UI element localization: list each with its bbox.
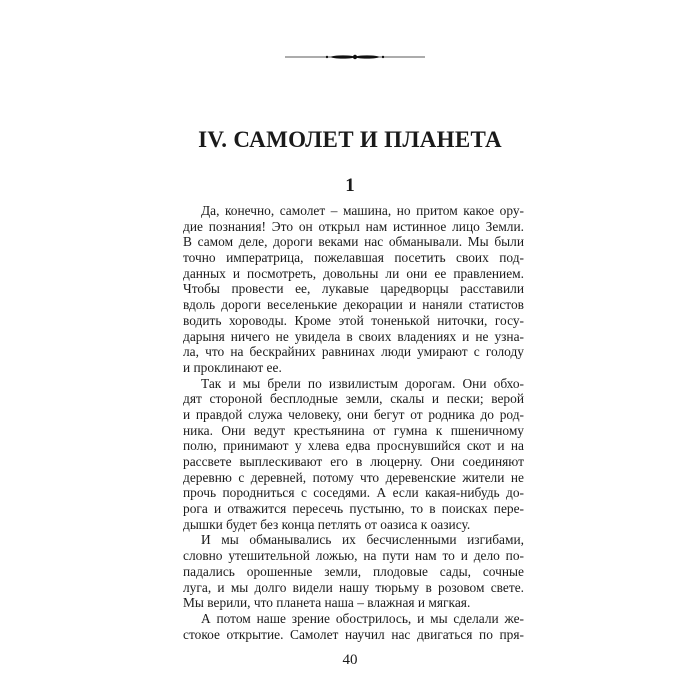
text-line: рога и отважится пересечь пустыню, то в поисках пере- (183, 501, 524, 517)
text-line: падались орошенные земли, плодовые сады, сочные (183, 563, 524, 579)
paragraph (183, 376, 524, 533)
text-line: Чтобы провести ее, лукавые царедворцы расставили (183, 281, 524, 297)
text-line: и правдой служа человеку, они бегут от родника до род- (183, 406, 524, 422)
section-number: 1 (345, 175, 355, 196)
text-line: Да, конечно, самолет – машина, но притом какое ору- (201, 203, 524, 218)
text-line: стокое открытие. Самолет научил нас двигаться по пря- (183, 626, 524, 642)
text-line: данных и посмотреть, довольны ли они ее правлением. (183, 265, 524, 281)
text-line: дят стороной бесплодные земли, скалы и пески; верой (183, 391, 524, 407)
chapter-title: IV. САМОЛЕТ И ПЛАНЕТА (198, 127, 502, 152)
text-line: словно утешительной ложью, на пути нам то и дело по- (183, 548, 524, 564)
text-line: вдоль дороги веселенькие декорации и наняли статистов (183, 297, 524, 313)
text-line: Так и мы брели по извилистым дорогам. Они обхо- (201, 375, 524, 391)
text-line: луга, и мы долго видели нашу тюрьму в розовом свете. (183, 579, 524, 595)
text-line: Мы верили, что планета наша – влажная и мягкая. (183, 595, 471, 611)
text-line: ла, что на бескрайних равнинах люди умирают с голоду (183, 344, 524, 360)
text-line: дие познания! Это он открыл нам истинное лицо Земли. (183, 218, 524, 234)
text-line: В самом деле, дороги веками нас обманывали. Мы были (183, 234, 524, 250)
text-line: и проклинают ее. (183, 359, 282, 375)
paragraph (183, 611, 524, 642)
page-number: 40 (342, 652, 358, 668)
text-line: водить хороводы. Кроме этой тоненькой ниточки, госу- (183, 312, 524, 328)
text-line: точно императрица, пожелавшая посетить своих под- (183, 250, 524, 266)
text-line: дышки будет без конца петлять от оазиса к оазису. (183, 516, 471, 532)
text-line: дарыня ничего не увидела в своих владениях и не узна- (183, 328, 524, 344)
text-line: А потом наше зрение обострилось, и мы сделали же- (201, 610, 524, 626)
paragraph (183, 532, 524, 610)
text-line: деревню с деревней, потому что деревенские жители не (183, 469, 524, 485)
text-line: рассвете выплескивают его в люцерну. Они соединяют (183, 454, 524, 469)
text-line: ника. Они ведут крестьянина от гумна к пшеничному (183, 422, 524, 438)
text-line: И мы обманывались их бесчисленными изгибами, (201, 532, 524, 548)
ornament-divider (285, 51, 425, 63)
body-text (183, 203, 524, 642)
text-line: полю, принимают у хлева едва проснувшийся скот и на (183, 438, 524, 454)
paragraph (183, 203, 524, 376)
text-line: прочь породниться с соседями. А если какая-нибудь до- (183, 485, 524, 501)
